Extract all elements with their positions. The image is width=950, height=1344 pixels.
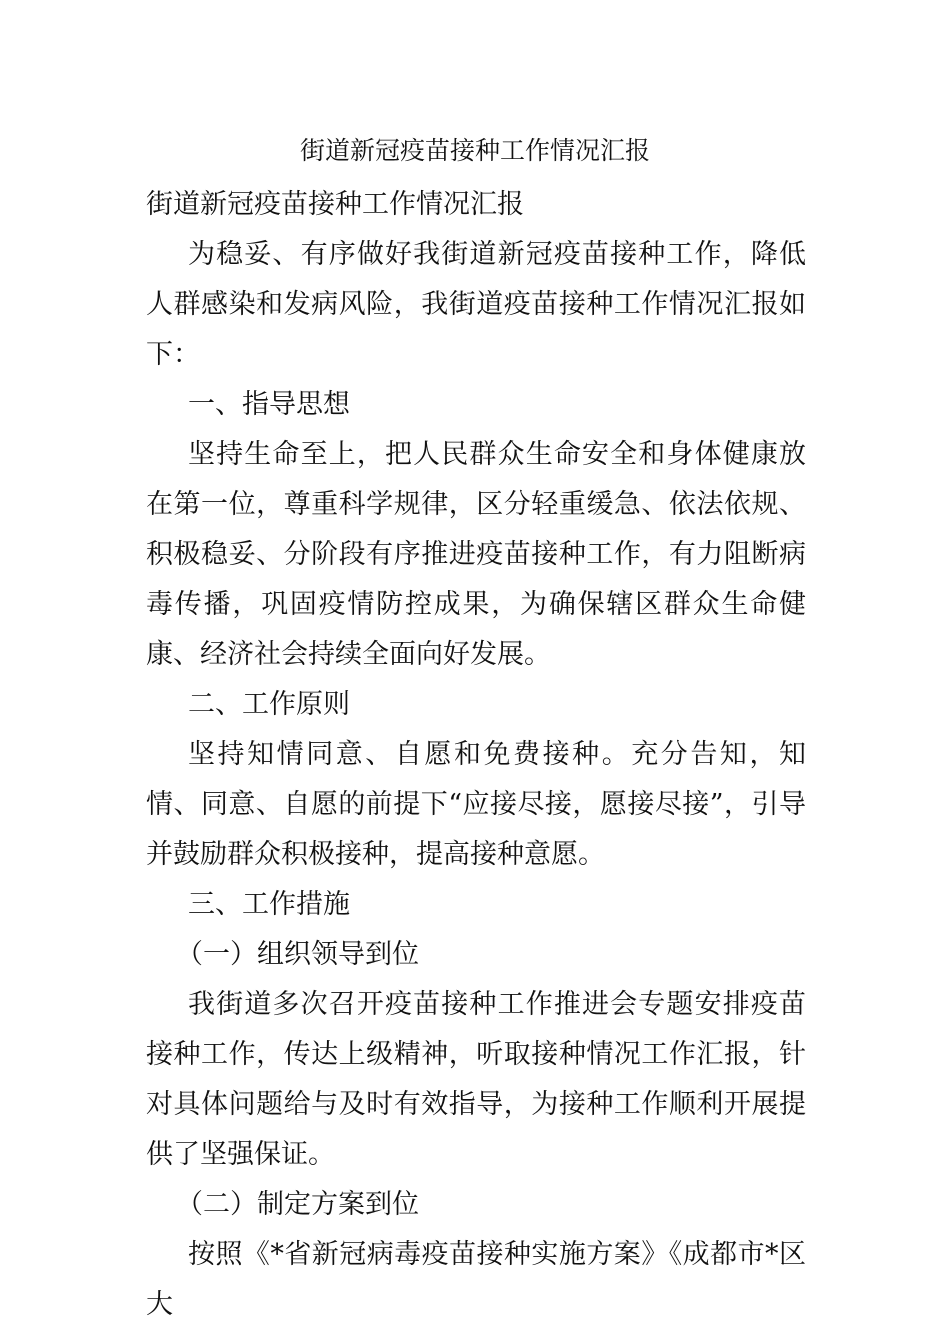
- organization-paragraph: 我街道多次召开疫苗接种工作推进会专题安排疫苗接种工作，传达上级精神，听取接种情况工作汇报，针对具体问题给与及时有效指导，为接种工作顺利开展提供了坚强保证。: [146, 989, 806, 1170]
- section-heading-guiding-thought: 一、指导思想: [188, 389, 350, 420]
- guiding-thought-paragraph: 坚持生命至上，把人民群众生命安全和身体健康放在第一位，尊重科学规律，区分轻重缓急、依法依规、积极稳妥、分阶段有序推进疫苗接种工作，有力阻断病毒传播，巩固疫情防控成果，为确保辖区群众生命健康、经济社会持续全面向好发展。: [146, 439, 806, 670]
- plan-paragraph: 按照《*省新冠病毒疫苗接种实施方案》《成都市*区大: [146, 1239, 806, 1320]
- section-heading-work-measures: 三、工作措施: [188, 889, 350, 920]
- subsection-heading-organization: （一）组织领导到位: [176, 939, 419, 970]
- work-principles-paragraph: 坚持知情同意、自愿和免费接种。充分告知，知情、同意、自愿的前提下“应接尽接，愿接尽接”，引导并鼓励群众积极接种，提高接种意愿。: [146, 739, 806, 870]
- section-heading-work-principles: 二、工作原则: [188, 689, 350, 720]
- document-title: 街道新冠疫苗接种工作情况汇报: [299, 136, 650, 165]
- document-body: [146, 180, 806, 1330]
- document-subtitle: 街道新冠疫苗接种工作情况汇报: [146, 189, 524, 220]
- intro-paragraph: 为稳妥、有序做好我街道新冠疫苗接种工作，降低人群感染和发病风险，我街道疫苗接种工作情况汇报如下：: [146, 239, 806, 370]
- subsection-heading-plan: （二）制定方案到位: [176, 1189, 419, 1220]
